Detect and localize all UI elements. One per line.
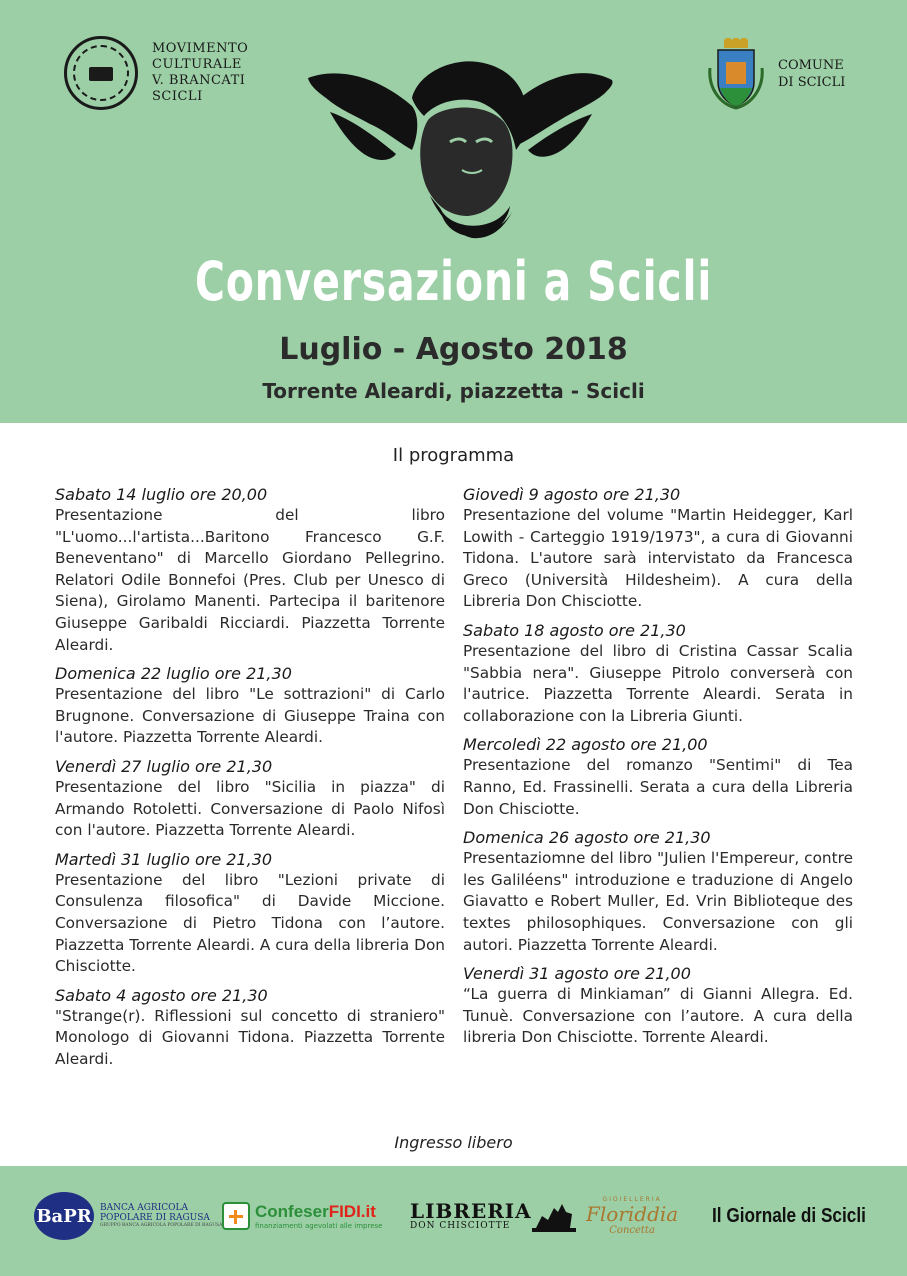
floriddia-title: Floriddia [586,1202,679,1226]
org-line: CULTURALE [152,57,242,72]
event-description: Presentazione del libro "Lezioni private di Consulenza filosofica" di Davide Miccione. Conversazione di Pietro Tidona con l’autore. Piazzetta Torrente Aleardi. A cura della libreria Don Chisciotte. [55,870,445,976]
event-description: Presentazione del libro "Le sottrazioni" di Carlo Brugnone. Conversazione di Giuseppe Traina con l'autore. Piazzetta Torrente Aleardi. [55,685,445,747]
event-description: Presentazione del libro "Sicilia in piazza" di Armando Rotoletti. Conversazione di Paolo Nifosì con l'autore. Piazzetta Torrente Aleardi. [55,777,445,840]
bapr-line: BANCA AGRICOLA [100,1203,188,1213]
event-location: Torrente Aleardi, piazzetta - Scicli [262,379,645,403]
comune-name [778,57,845,91]
event-item [55,985,445,1071]
event-description: Presentaziomne del libro "Julien l'Empereur, contre les Galiléens" introduzione e traduzione di Angelo Giavatto e Robert Muller, Ed. Vrin Biblioteque des textes philosophiques. Conversazione con gli autori. Piazzetta Torrente Aleardi. [463,849,853,954]
event-item [463,734,853,820]
confeserfidi-logo [222,1188,382,1244]
event-item [463,620,853,727]
org-line: V. BRANCATI [152,73,246,88]
event-item [463,484,853,613]
event-date: Sabato 14 luglio ore 20,00 [55,485,268,504]
event-date: Domenica 22 luglio ore 21,30 [55,664,292,684]
comune-di-scicli-logo [706,38,845,110]
page-title: Conversazioni a Scicli [194,250,713,313]
coat-of-arms-icon [706,38,766,110]
event-item [55,849,445,978]
libreria-don-chisciotte-logo [410,1188,576,1244]
event-date: Mercoledì 22 agosto ore 21,00 [463,735,708,755]
event-description: Presentazione del volume "Martin Heidegger, Karl Lowith - Carteggio 1919/1973", a cura di Giovanni Tidona. L'autore sarà intervistato da Francesca Greco (Università Hildesheim). A cura della Libreria Don Chisciotte. [463,506,853,611]
org-line: MOVIMENTO [152,41,249,56]
program-heading: Il programma [392,445,515,466]
event-item [55,484,445,656]
event-description: Presentazione del libro di Cristina Cassar Scalia "Sabbia nera". Giuseppe Pitrolo converserà con l'autrice. Piazzetta Torrente Aleardi. Serata in collaborazione con la Libreria Giunti. [463,641,853,725]
comune-line: DI SCICLI [778,75,846,90]
program-column-right [463,484,853,1056]
confeserfidi-name [255,1202,382,1222]
event-date: Martedì 31 luglio ore 21,30 [55,849,273,869]
cherub-illustration-icon [300,58,620,244]
confeserfidi-name-a: Confeser [255,1202,329,1221]
seal-icon [64,36,138,110]
movimento-culturale-name [152,41,248,105]
event-date: Venerdì 27 luglio ore 21,30 [55,756,273,776]
movimento-culturale-logo [64,36,248,110]
bapr-line: POPOLARE DI RAGUSA [100,1213,210,1223]
bapr-logo [34,1188,222,1244]
event-description: Presentazione del romanzo "Sentimi" di Tea Ranno, Ed. Frassinelli. Serata a cura della Libreria Don Chisciotte. [463,756,853,818]
giornale-name: Il Giornale di Scicli [712,1204,866,1227]
giornale-di-scicli-logo [712,1188,891,1244]
sponsor-bar [0,1166,907,1276]
free-entry-note: Ingresso libero [394,1133,513,1152]
header-banner [0,0,907,423]
bapr-name [100,1203,222,1229]
confeserfidi-name-b: FIDI.it [328,1202,376,1221]
bapr-mark: BaPR [34,1192,94,1240]
libreria-title: LIBRERIA [410,1199,532,1223]
event-description: “La guerra di Minkiaman” di Gianni Allegra. Ed. Tunuè. Conversazione con l’autore. A cura della libreria Don Chisciotte. Torrente Aleardi. [463,985,853,1047]
libreria-subtitle: DON CHISCIOTTE [410,1221,511,1231]
program-column-left [55,484,445,1077]
event-item [463,827,853,956]
event-item [55,663,445,749]
org-line: SCICLI [152,89,203,104]
event-date: Venerdì 31 agosto ore 21,00 [463,964,691,984]
don-quixote-icon [532,1198,576,1234]
event-item [463,963,853,1049]
event-date: Sabato 4 agosto ore 21,30 [55,985,268,1005]
plus-icon [222,1202,250,1230]
event-date: Giovedì 9 agosto ore 21,30 [463,485,681,504]
gioielleria-floriddia-logo [586,1188,678,1244]
floriddia-subtitle: Concetta [609,1225,655,1236]
event-date: Domenica 26 agosto ore 21,30 [463,828,711,848]
comune-line: COMUNE [778,58,844,73]
floriddia-pre: GIOIELLERIA [602,1196,662,1203]
event-description: Presentazione del libro "L'uomo...l'artista...Baritono Francesco G.F. Beneventano" di Marcello Giordano Pellegrino. Relatori Odile Bonnefoi (Pres. Club per Unesco di Siena), Girolamo Manenti. Partecipa il baritenore Giuseppe Garibaldi Ricciardi. Piazzetta Torrente Aleardi. [55,506,445,654]
bapr-tagline: GRUPPO BANCA AGRICOLA POPOLARE DI RAGUSA [100,1223,223,1228]
event-date: Sabato 18 agosto ore 21,30 [463,620,686,640]
event-description: "Strange(r). Riflessioni sul concetto di straniero" Monologo di Giovanni Tidona. Piazzetta Torrente Aleardi. [55,1006,445,1068]
event-period: Luglio - Agosto 2018 [279,332,628,367]
event-item [55,756,445,842]
confeserfidi-tagline: finanziamenti agevolati alle imprese [255,1222,383,1230]
